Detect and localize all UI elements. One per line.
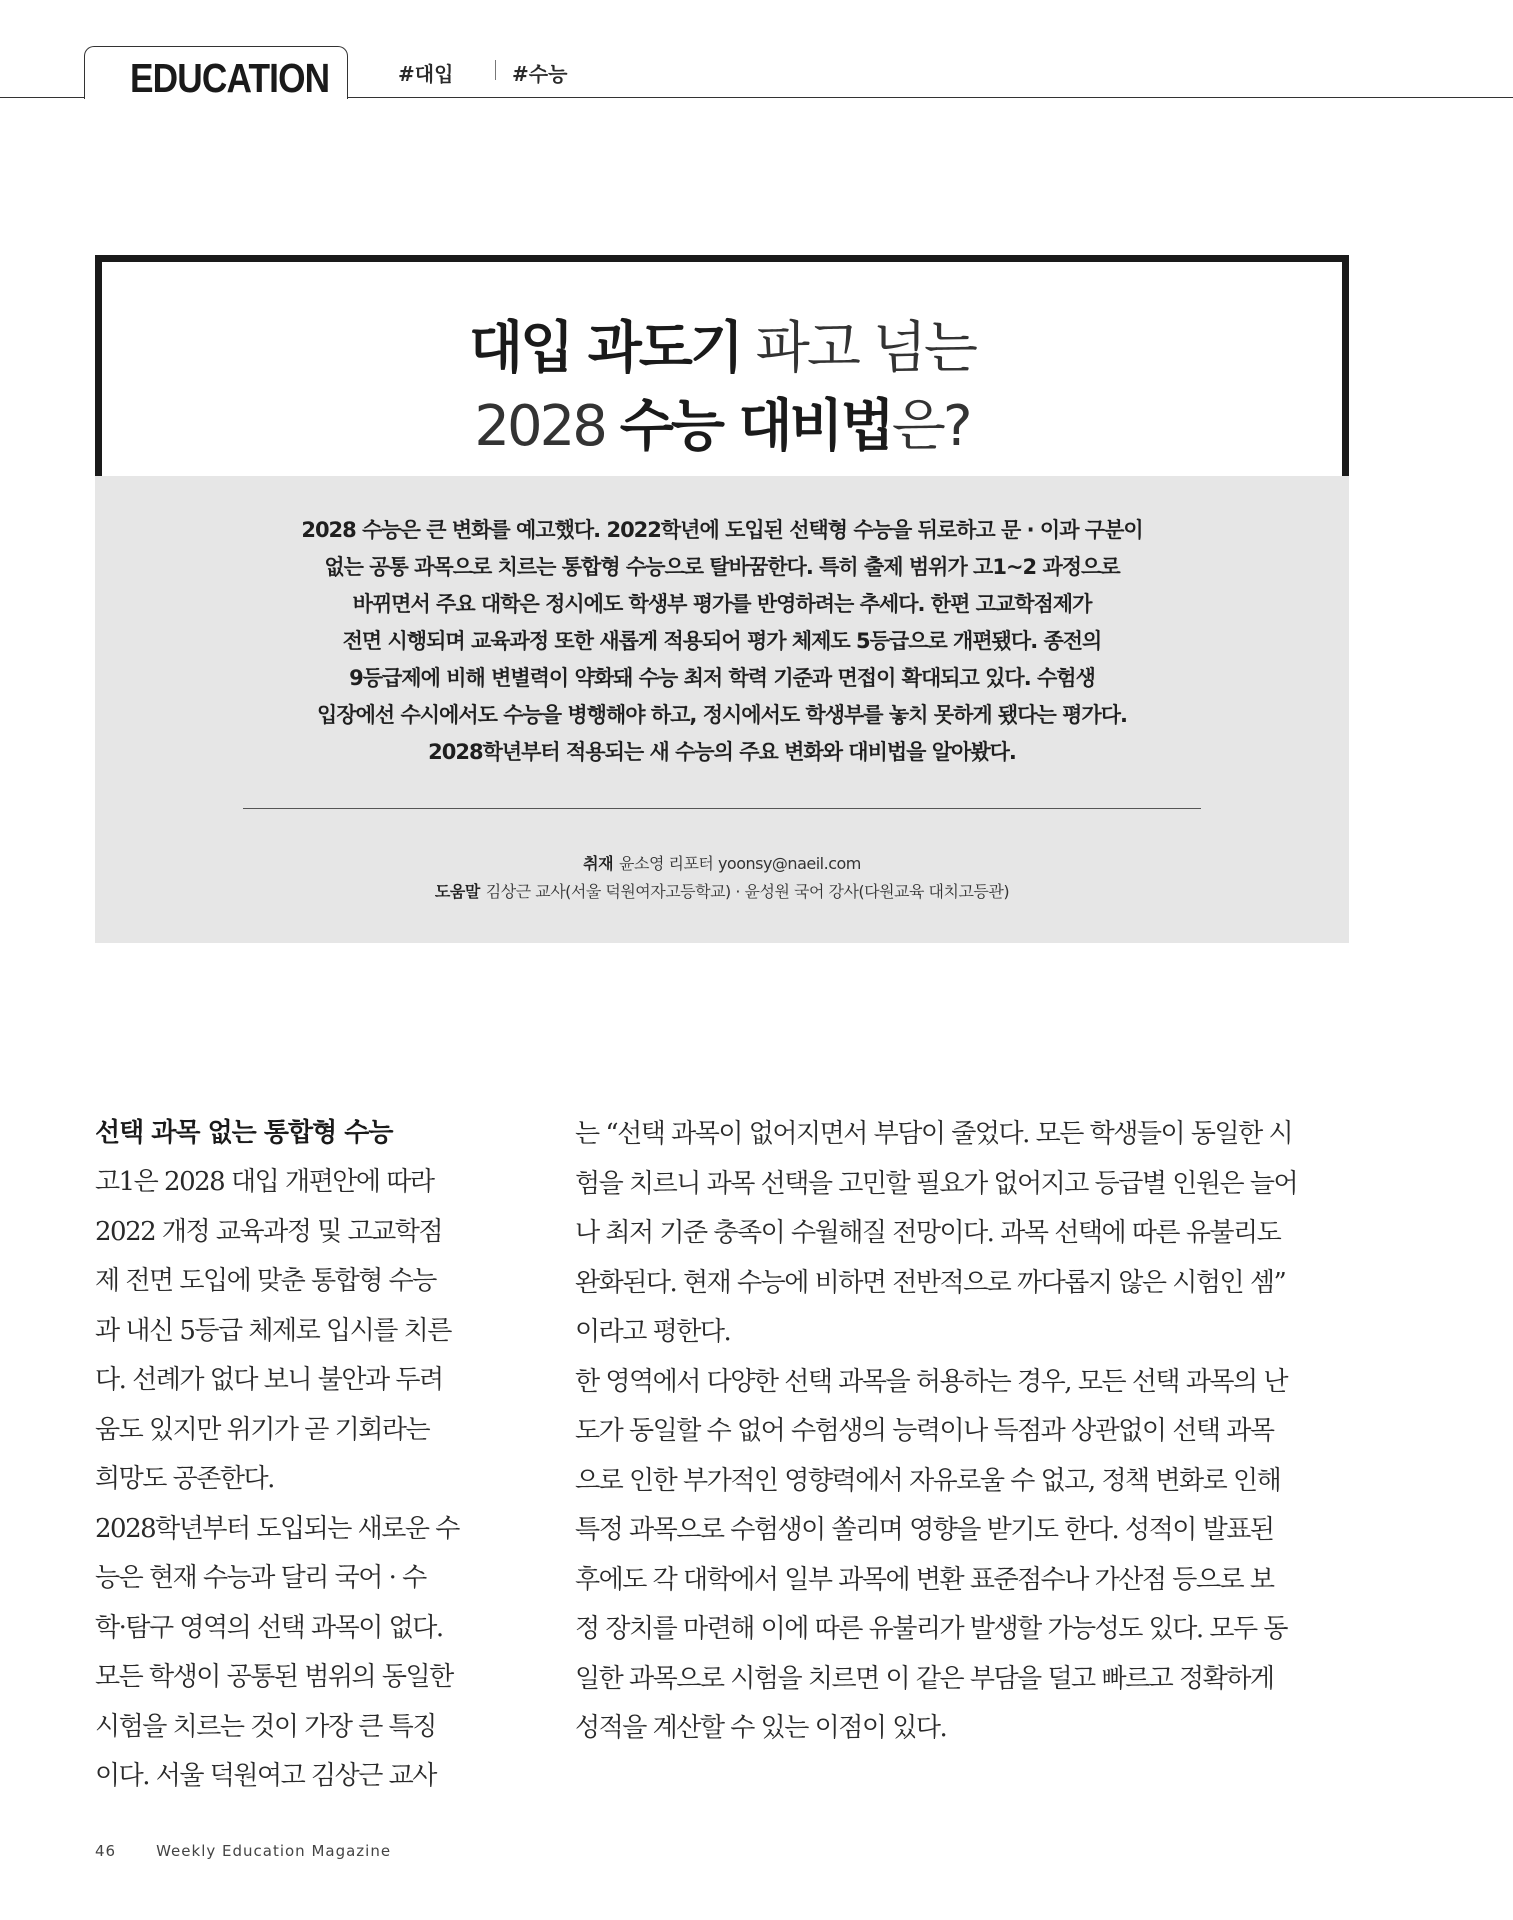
body-line: 성적을 계산할 수 있는 이점이 있다. — [575, 1713, 947, 1743]
body-line: 움도 있지만 위기가 곧 기회라는 — [95, 1414, 430, 1445]
article-subhead: 선택 과목 없는 통합형 수능 — [95, 1118, 393, 1148]
section-label: EDUCATION — [130, 55, 330, 101]
body-line: 험을 치르니 과목 선택을 고민할 필요가 없어지고 등급별 인원은 늘어 — [575, 1168, 1298, 1199]
body-line: 희망도 공존한다. — [95, 1464, 274, 1494]
body-line: 학·탐구 영역의 선택 과목이 없다. — [95, 1612, 443, 1643]
body-line: 이라고 평한다. — [575, 1317, 731, 1347]
helper-label: 도움말 — [434, 882, 480, 901]
body-line: 시험을 치르는 것이 가장 큰 특징 — [95, 1711, 436, 1742]
title-light-2a: 2028 — [474, 394, 620, 459]
body-line: 한 영역에서 다양한 선택 과목을 허용하는 경우, 모든 선택 과목의 난 — [575, 1366, 1288, 1397]
title-bold-2: 수능 대비법 — [619, 394, 892, 459]
title-bold-1: 대입 과도기 — [469, 316, 741, 381]
summary-line: 전면 시행되며 교육과정 또한 새롭게 적용되어 평가 체제도 5등급으로 개편됐다. 종전의 — [342, 629, 1102, 653]
page-footer — [95, 1842, 391, 1860]
body-line: 과 내신 5등급 체제로 입시를 치른 — [95, 1315, 451, 1346]
title-light-1: 파고 넘는 — [740, 316, 975, 381]
body-line: 제 전면 도입에 맞춘 통합형 수능 — [95, 1266, 436, 1296]
tag-separator — [495, 60, 496, 80]
title-box — [95, 255, 1349, 484]
body-line: 일한 과목으로 시험을 치르면 이 같은 부담을 덜고 빠르고 정확하게 — [575, 1663, 1274, 1694]
title-line-2 — [102, 382, 1342, 462]
summary-box — [95, 476, 1349, 943]
summary-line: 바뀌면서 주요 대학은 정시에도 학생부 평가를 반영하려는 추세다. 한편 고교학점제가 — [352, 592, 1092, 616]
body-line: 정 장치를 마련해 이에 따른 유불리가 발생할 가능성도 있다. 모두 동 — [575, 1614, 1288, 1644]
body-line: 으로 인한 부가적인 영향력에서 자유로울 수 없고, 정책 변화로 인해 — [575, 1465, 1281, 1496]
body-line: 고1은 2028 대입 개편안에 따라 — [95, 1167, 434, 1197]
summary-text — [215, 512, 1229, 771]
body-line: 도가 동일할 수 없어 수험생의 능력이나 득점과 상관없이 선택 과목 — [575, 1416, 1274, 1446]
reporter-name: 윤소영 리포터 yoonsy@naeil.com — [619, 854, 861, 873]
summary-line: 2028학년부터 적용되는 새 수능의 주요 변화와 대비법을 알아봤다. — [428, 740, 1016, 764]
summary-line: 2028 수능은 큰 변화를 예고했다. 2022학년에 도입된 선택형 수능을 뒤로하고 문 · 이과 구분이 — [301, 518, 1143, 542]
body-line: 완화된다. 현재 수능에 비하면 전반적으로 까다롭지 않은 시험인 셈” — [575, 1267, 1286, 1298]
title-line-1 — [102, 304, 1342, 384]
body-line: 후에도 각 대학에서 일부 과목에 변환 표준점수나 가산점 등으로 보 — [575, 1564, 1274, 1595]
body-line: 특정 과목으로 수험생이 쏠리며 영향을 받기도 한다. 성적이 발표된 — [575, 1515, 1274, 1545]
tag-suneung[interactable]: #수능 — [512, 62, 568, 86]
publication-name: Weekly Education Magazine — [156, 1842, 392, 1860]
body-line: 능은 현재 수능과 달리 국어 · 수 — [95, 1563, 426, 1593]
body-line: 는 “선택 과목이 없어지면서 부담이 줄었다. 모든 학생들이 동일한 시 — [575, 1119, 1293, 1149]
helper-names: 김상근 교사(서울 덕원여자고등학교) · 윤성원 국어 강사(다원교육 대치고등관) — [485, 882, 1010, 901]
body-line: 모든 학생이 공통된 범위의 동일한 — [95, 1662, 453, 1692]
page-number: 46 — [95, 1842, 117, 1860]
summary-line: 9등급제에 비해 변별력이 약화돼 수능 최저 학력 기준과 면접이 확대되고 있다. 수험생 — [349, 666, 1095, 690]
article-column-left — [95, 1158, 487, 1802]
tag-university-admission[interactable]: #대입 — [398, 62, 454, 86]
body-line: 이다. 서울 덕원여고 김상근 교사 — [95, 1761, 436, 1791]
reporter-credit — [95, 851, 1349, 874]
reporter-label: 취재 — [583, 854, 614, 873]
body-line: 2028학년부터 도입되는 새로운 수 — [95, 1513, 459, 1544]
body-line: 다. 선례가 없다 보니 불안과 두려 — [95, 1365, 443, 1395]
helper-credit — [95, 879, 1349, 902]
title-light-2b: 은? — [891, 394, 970, 459]
summary-line: 입장에선 수시에서도 수능을 병행해야 하고, 정시에서도 학생부를 놓치 못하게 됐다는 평가다. — [317, 703, 1127, 727]
article-column-right — [575, 1110, 1347, 1754]
summary-divider — [243, 808, 1201, 809]
body-line: 나 최저 기준 충족이 수월해질 전망이다. 과목 선택에 따른 유불리도 — [575, 1218, 1281, 1248]
summary-line: 없는 공통 과목으로 치르는 통합형 수능으로 탈바꿈한다. 특히 출제 범위가 고1~2 과정으로 — [324, 555, 1120, 579]
body-line: 2022 개정 교육과정 및 고교학점 — [95, 1216, 443, 1247]
